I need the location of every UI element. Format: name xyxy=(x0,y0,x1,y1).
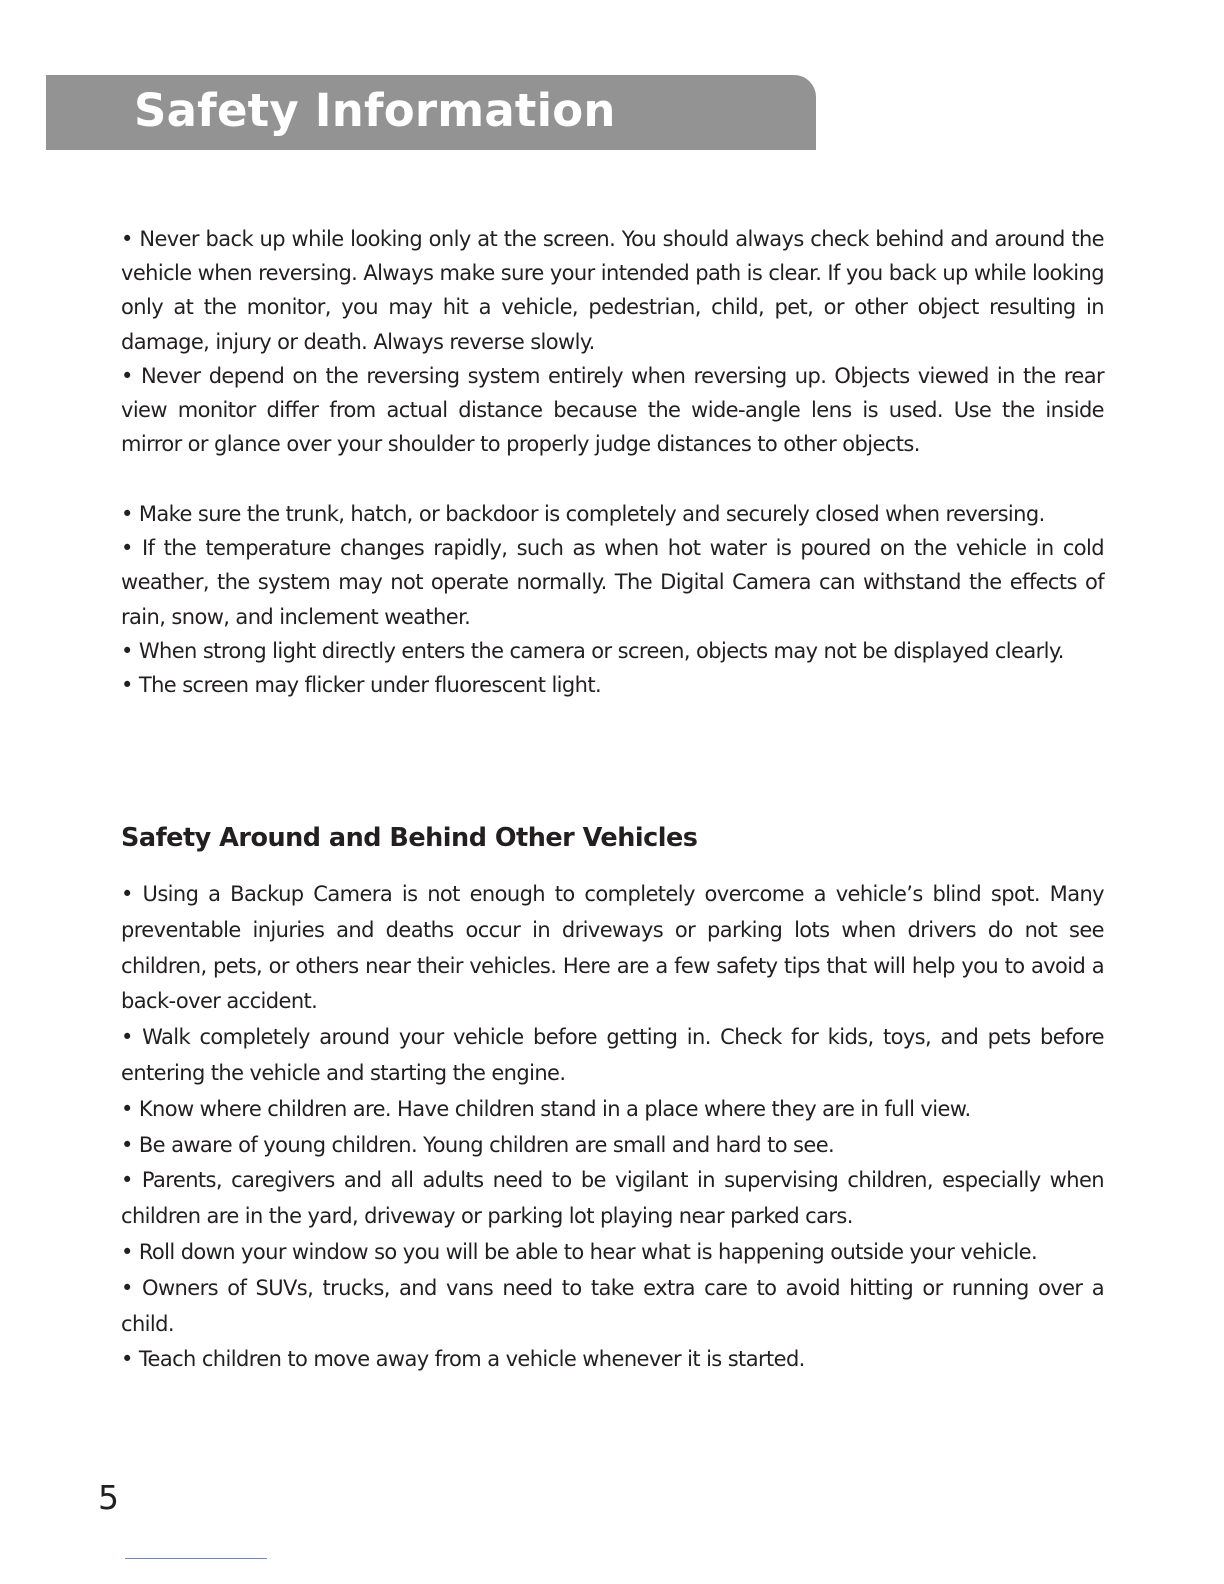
bullet-item: • The screen may flicker under fluorescent light. xyxy=(121,673,602,698)
bullet-item: • Walk completely around your vehicle before getting in. Check for kids, toys, and pets before entering the vehicle and starting the engine. xyxy=(121,1025,1104,1085)
bullet-item: • Owners of SUVs, trucks, and vans need to take extra care to avoid hitting or running over a child. xyxy=(121,1275,1104,1336)
section-heading: Safety Around and Behind Other Vehicles xyxy=(121,823,698,853)
page-number: 5 xyxy=(98,1478,119,1517)
bullet-item: • Parents, caregivers and all adults need to be vigilant in supervising children, especially when children are in the yard, driveway or parking lot playing near parked cars. xyxy=(121,1168,1104,1229)
intro-bullet-list xyxy=(121,222,1104,461)
bullet-item: • Never back up while looking only at the screen. You should always check behind and around the vehicle when reversing. Always make sure your intended path is clear. If you back up while looking only at the monitor, you may hit a vehicle, pedestrian, child, pet, or other object resulting in damage, injury or death. Always reverse slowly. xyxy=(121,227,1104,354)
bullet-item: • Never depend on the reversing system entirely when reversing up. Objects viewed in the rear view monitor differ from actual distance because the wide-angle lens is used. Use the inside mirror or glance over your shoulder to properly judge distances to other objects. xyxy=(121,363,1104,457)
bullet-item: • Make sure the trunk, hatch, or backdoor is completely and securely closed when reversing. xyxy=(121,502,1045,526)
footer-divider xyxy=(125,1558,267,1559)
bullet-item: • Be aware of young children. Young children are small and hard to see. xyxy=(121,1132,835,1157)
bullet-item: • Know where children are. Have children stand in a place where they are in full view. xyxy=(121,1096,971,1121)
bullet-item: • Roll down your window so you will be able to hear what is happening outside your vehicle. xyxy=(121,1239,1038,1264)
condition-bullet-list xyxy=(121,497,1104,702)
bullet-item: • When strong light directly enters the camera or screen, objects may not be displayed clearly. xyxy=(121,638,1064,663)
vehicle-safety-bullet-list xyxy=(121,877,1104,1378)
section-header-bar xyxy=(46,75,816,150)
page-title: Safety Information xyxy=(134,84,616,137)
bullet-item: • If the temperature changes rapidly, such as when hot water is poured on the vehicle in cold weather, the system may not operate normally. The Digital Camera can withstand the effects of rain, snow, and inclement weather. xyxy=(121,536,1104,629)
bullet-item: • Teach children to move away from a vehicle whenever it is started. xyxy=(121,1347,805,1372)
bullet-item: • Using a Backup Camera is not enough to completely overcome a vehicle’s blind spot. Many preventable injuries and deaths occur in driveways or parking lots when drivers do not see children, pets, or others near their vehicles. Here are a few safety tips that will help you to avoid a back-over accident. xyxy=(121,882,1104,1014)
